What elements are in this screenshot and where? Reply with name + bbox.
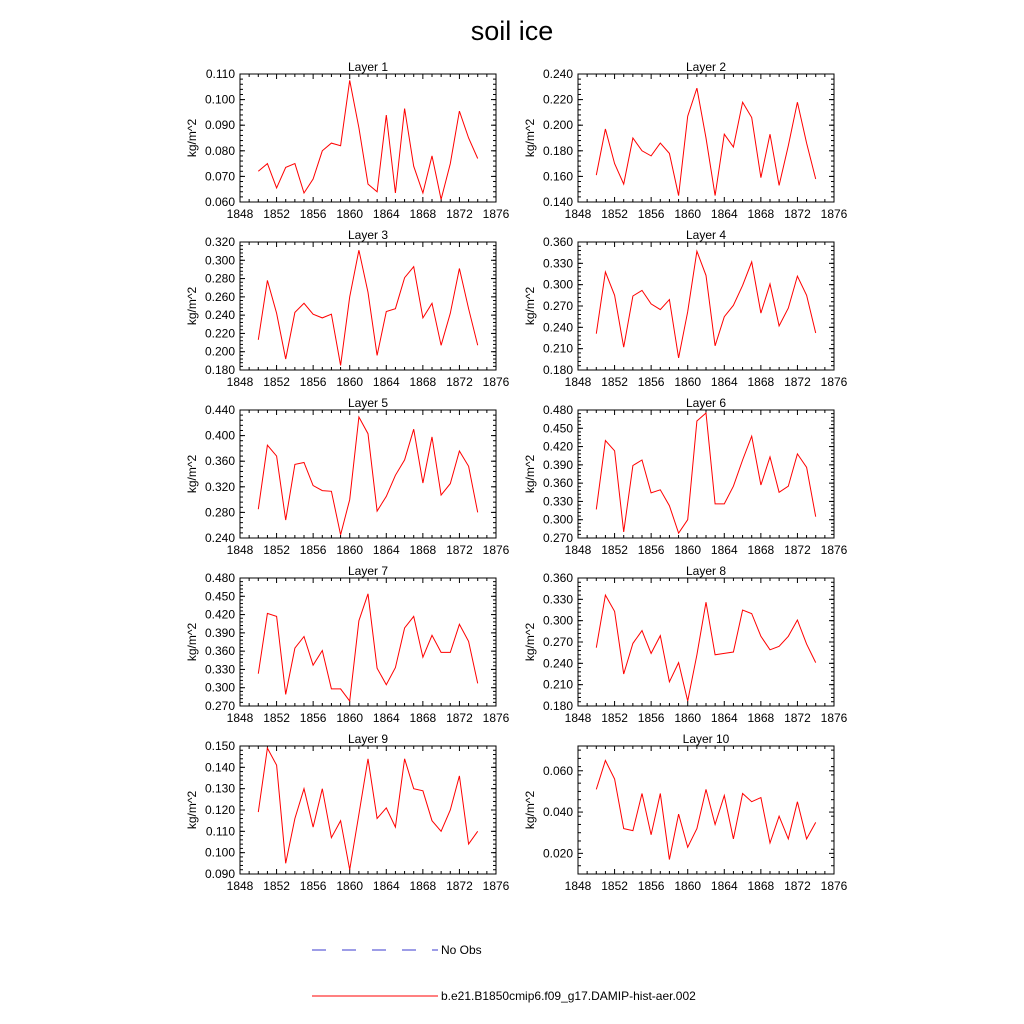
panel-5-xtick-label: 1856 [299,543,327,557]
panel-3-ytick-label: 0.200 [204,344,235,359]
panel-6-frame [578,410,834,538]
panel-5-series-line [258,417,477,535]
panel-9 [185,732,510,893]
panel-10-xtick-label: 1848 [564,879,592,893]
panel-4-ytick-label: 0.300 [542,277,573,292]
panel-6-series-line [596,413,815,533]
panel-6-xtick-label: 1872 [784,543,811,557]
panel-10-xtick-label: 1856 [637,879,665,893]
panel-8-ytick-label: 0.180 [542,699,573,713]
panel-6-xtick-label: 1856 [637,543,665,557]
panel-6-ytick-label: 0.390 [542,457,573,472]
panel-7-ytick-label: 0.300 [204,680,235,695]
panel-4-xtick-label: 1852 [601,375,628,389]
legend-model-label: b.e21.B1850cmip6.f09_g17.DAMIP-hist-aer.002 [441,989,696,1003]
panel-3-xtick-label: 1864 [372,375,400,389]
panel-4-ytick-label: 0.270 [542,299,573,313]
panel-1-xtick-label: 1852 [263,207,290,221]
panel-8-frame [578,578,834,706]
panel-10-xtick-label: 1868 [747,879,775,893]
panel-9-xtick-label: 1860 [336,879,364,893]
panel-5-ytick-label: 0.440 [204,403,235,417]
panel-6-ytick-label: 0.270 [542,531,573,545]
panel-3-ytick-label: 0.240 [204,308,235,323]
panel-9-xtick-label: 1848 [226,879,254,893]
panel-2-ytick-label: 0.240 [542,67,573,81]
panel-7-xtick-label: 1872 [446,711,473,725]
legend-no-obs-label: No Obs [441,943,482,957]
panel-3-xtick-label: 1856 [299,375,327,389]
panel-5-xtick-label: 1860 [336,543,364,557]
panel-7-ytick-label: 0.360 [204,644,235,659]
panel-5-xtick-label: 1848 [226,543,254,557]
panel-3-frame [240,242,496,370]
panel-8-xtick-label: 1872 [784,711,811,725]
panel-5-frame [240,410,496,538]
panel-5 [185,396,510,557]
panel-4-ylabel: kg/m^2 [523,286,537,326]
panel-2-ytick-label: 0.220 [542,92,573,107]
panel-8-series-line [596,595,815,701]
panel-6-xtick-label: 1876 [820,543,848,557]
panel-5-ytick-label: 0.320 [204,479,235,494]
panel-3-ytick-label: 0.180 [204,363,235,377]
panel-6-title: Layer 6 [685,396,727,410]
panel-8-ylabel: kg/m^2 [523,622,537,662]
panel-7-ytick-label: 0.450 [204,589,235,604]
panel-7-ylabel: kg/m^2 [185,622,199,662]
panel-9-title: Layer 9 [347,732,389,746]
panel-10-ylabel: kg/m^2 [523,790,537,830]
panel-10-ytick-label: 0.040 [542,805,573,820]
panel-7-series-line [258,594,477,701]
panel-6-xtick-label: 1864 [710,543,738,557]
panel-10-title: Layer 10 [682,732,730,746]
panel-3-ylabel: kg/m^2 [185,286,199,326]
panel-3-xtick-label: 1860 [336,375,364,389]
panel-8-xtick-label: 1868 [747,711,775,725]
panel-6-ytick-label: 0.330 [542,494,573,509]
panel-2-xtick-label: 1860 [674,207,702,221]
panel-7-xtick-label: 1860 [336,711,364,725]
panel-3 [185,228,510,389]
panel-10-xtick-label: 1876 [820,879,848,893]
panel-4-xtick-label: 1868 [747,375,775,389]
panel-1-xtick-label: 1864 [372,207,400,221]
panel-9-ylabel: kg/m^2 [185,790,199,830]
panel-7-xtick-label: 1856 [299,711,327,725]
panel-6-xtick-label: 1868 [747,543,775,557]
legend [312,943,696,1003]
panel-6-xtick-label: 1852 [601,543,628,557]
panel-5-title: Layer 5 [347,396,389,410]
panel-3-xtick-label: 1876 [482,375,510,389]
panel-1-ytick-label: 0.090 [204,118,235,133]
panel-9-xtick-label: 1856 [299,879,327,893]
panel-7-title: Layer 7 [347,564,389,578]
panel-1-ylabel: kg/m^2 [185,118,199,158]
panel-10-ytick-label: 0.020 [542,846,573,861]
panel-9-ytick-label: 0.090 [204,867,235,881]
panel-8-ytick-label: 0.330 [542,592,573,607]
panel-6-ytick-label: 0.420 [542,439,573,454]
panel-2 [523,60,848,221]
panel-7 [185,564,510,725]
panel-6-ytick-label: 0.360 [542,476,573,491]
panel-9-ytick-label: 0.150 [204,739,235,753]
panel-1 [185,60,510,221]
panel-10 [523,732,848,893]
panel-2-xtick-label: 1864 [710,207,738,221]
panel-2-ytick-label: 0.160 [542,169,573,184]
panel-8-title: Layer 8 [685,564,727,578]
panel-8-xtick-label: 1852 [601,711,628,725]
panel-7-xtick-label: 1868 [409,711,437,725]
panel-1-xtick-label: 1876 [482,207,510,221]
panel-5-ytick-label: 0.400 [204,428,235,443]
panel-6-ylabel: kg/m^2 [523,454,537,494]
panel-8-xtick-label: 1876 [820,711,848,725]
panel-5-ylabel: kg/m^2 [185,454,199,494]
panel-4-xtick-label: 1872 [784,375,811,389]
panel-9-ytick-label: 0.120 [204,803,235,817]
panel-6-ytick-label: 0.300 [542,512,573,527]
panel-1-xtick-label: 1848 [226,207,254,221]
panel-5-xtick-label: 1864 [372,543,400,557]
panel-2-ytick-label: 0.180 [542,143,573,158]
panel-1-title: Layer 1 [347,60,389,74]
panel-1-ytick-label: 0.070 [204,169,235,184]
panel-3-ytick-label: 0.300 [204,253,235,268]
panel-7-xtick-label: 1852 [263,711,290,725]
panel-5-xtick-label: 1872 [446,543,473,557]
panel-1-xtick-label: 1856 [299,207,327,221]
panel-10-xtick-label: 1872 [784,879,811,893]
panel-1-xtick-label: 1872 [446,207,473,221]
panel-2-ytick-label: 0.200 [542,118,573,133]
panel-6-ytick-label: 0.450 [542,421,573,436]
panel-3-ytick-label: 0.260 [204,289,235,304]
panel-6-ytick-label: 0.480 [542,403,573,417]
panel-4 [523,228,848,389]
panel-8-ytick-label: 0.270 [542,635,573,649]
panel-2-xtick-label: 1848 [564,207,592,221]
panel-3-xtick-label: 1868 [409,375,437,389]
panel-9-xtick-label: 1852 [263,879,290,893]
panel-8-xtick-label: 1860 [674,711,702,725]
panel-4-xtick-label: 1848 [564,375,592,389]
panel-4-ytick-label: 0.210 [542,341,573,356]
panel-7-xtick-label: 1848 [226,711,254,725]
panel-4-xtick-label: 1864 [710,375,738,389]
panel-8-ytick-label: 0.240 [542,656,573,671]
panel-1-ytick-label: 0.100 [204,92,235,107]
panel-1-ytick-label: 0.110 [205,67,235,81]
panel-2-title: Layer 2 [685,60,727,74]
panel-7-ytick-label: 0.390 [204,625,235,640]
panel-8-ytick-label: 0.300 [542,613,573,628]
panel-5-xtick-label: 1876 [482,543,510,557]
panel-8 [523,564,848,725]
panel-8-xtick-label: 1848 [564,711,592,725]
panel-4-ytick-label: 0.330 [542,256,573,271]
panel-7-ytick-label: 0.420 [204,607,235,622]
panel-2-xtick-label: 1868 [747,207,775,221]
panel-9-xtick-label: 1872 [446,879,473,893]
panel-4-ytick-label: 0.240 [542,320,573,335]
panel-1-series-line [258,80,477,199]
panel-9-frame [240,746,496,874]
panel-8-ytick-label: 0.210 [542,677,573,692]
panel-2-xtick-label: 1872 [784,207,811,221]
panel-5-xtick-label: 1868 [409,543,437,557]
panel-2-xtick-label: 1856 [637,207,665,221]
panel-3-ytick-label: 0.220 [204,326,235,341]
panel-2-xtick-label: 1852 [601,207,628,221]
panel-2-ylabel: kg/m^2 [523,118,537,158]
panel-4-series-line [596,251,815,358]
panel-1-xtick-label: 1868 [409,207,437,221]
panel-2-series-line [596,88,815,196]
panel-2-xtick-label: 1876 [820,207,848,221]
panel-9-ytick-label: 0.130 [204,781,235,796]
panel-4-title: Layer 4 [685,228,727,242]
panel-8-xtick-label: 1856 [637,711,665,725]
panel-3-ytick-label: 0.320 [204,235,235,249]
panel-5-ytick-label: 0.360 [204,454,235,469]
panel-9-xtick-label: 1864 [372,879,400,893]
panel-5-ytick-label: 0.280 [204,505,235,520]
panel-3-xtick-label: 1852 [263,375,290,389]
panel-6 [523,396,848,557]
panel-4-xtick-label: 1876 [820,375,848,389]
panel-10-series-line [596,761,815,860]
panel-10-xtick-label: 1864 [710,879,738,893]
panel-5-xtick-label: 1852 [263,543,290,557]
panel-9-xtick-label: 1868 [409,879,437,893]
panel-7-xtick-label: 1876 [482,711,510,725]
panel-5-ytick-label: 0.240 [204,531,235,545]
panel-8-xtick-label: 1864 [710,711,738,725]
panel-7-ytick-label: 0.480 [204,571,235,585]
panel-1-xtick-label: 1860 [336,207,364,221]
panel-9-series-line [258,748,477,870]
panel-9-ytick-label: 0.110 [205,824,235,839]
panel-2-ytick-label: 0.140 [542,195,573,209]
panel-9-ytick-label: 0.140 [204,760,235,775]
panel-4-ytick-label: 0.360 [542,235,573,249]
panel-1-ytick-label: 0.080 [204,143,235,158]
panel-3-series-line [258,250,477,365]
panel-3-xtick-label: 1872 [446,375,473,389]
panel-6-xtick-label: 1848 [564,543,592,557]
panel-9-xtick-label: 1876 [482,879,510,893]
panel-7-xtick-label: 1864 [372,711,400,725]
panel-1-ytick-label: 0.060 [204,195,235,209]
panel-10-ytick-label: 0.060 [542,763,573,778]
panel-3-xtick-label: 1848 [226,375,254,389]
panel-6-xtick-label: 1860 [674,543,702,557]
figure-title: soil ice [470,16,554,46]
panel-10-xtick-label: 1852 [601,879,628,893]
panel-4-ytick-label: 0.180 [542,363,573,377]
panel-4-xtick-label: 1856 [637,375,665,389]
panel-3-ytick-label: 0.280 [204,271,235,286]
panel-7-ytick-label: 0.330 [204,662,235,677]
panel-9-ytick-label: 0.100 [204,845,235,860]
panel-4-xtick-label: 1860 [674,375,702,389]
panel-7-ytick-label: 0.270 [204,699,235,713]
panel-8-ytick-label: 0.360 [542,571,573,585]
panel-10-xtick-label: 1860 [674,879,702,893]
panel-3-title: Layer 3 [347,228,389,242]
